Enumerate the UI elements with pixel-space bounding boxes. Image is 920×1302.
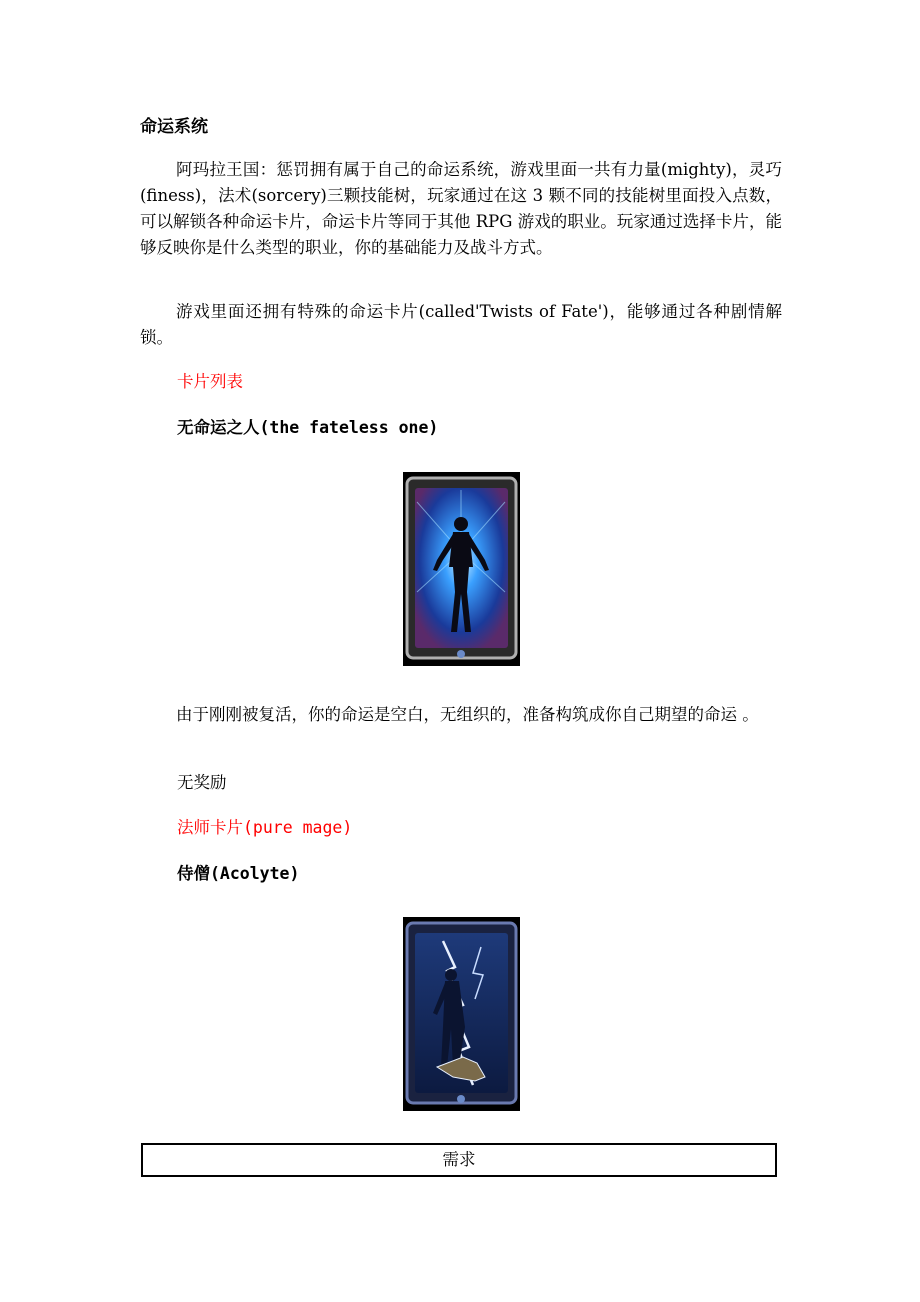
section-title: 命运系统 (140, 117, 208, 137)
intro-paragraph: 阿玛拉王国：惩罚拥有属于自己的命运系统，游戏里面一共有力量(mighty)，灵巧(finess)，法术(sorcery)三颗技能树，玩家通过在这 3 颗不同的技能树里面投入点数，可以解锁各种命运卡片，命运卡片等同于其他 RPG 游戏的职业。玩家通过选择卡片，能够反映你是什么类型的职业，你的基础能力及战斗方式。 (140, 160, 782, 257)
requirements-table-header: 需求 (141, 1143, 777, 1177)
fateless-reward: 无奖励 (177, 773, 227, 792)
acolyte-card-art (403, 917, 520, 1111)
card-title-fateless: 无命运之人(the fateless one) (177, 418, 439, 437)
fateless-card-image (403, 472, 520, 666)
fateless-description: 由于刚刚被复活，你的命运是空白，无组织的，准备构筑成你自己期望的命运 。 (176, 705, 759, 724)
card-list-heading: 卡片列表 (177, 372, 243, 391)
acolyte-card-image (403, 917, 520, 1111)
mage-cards-heading: 法师卡片(pure mage) (177, 818, 353, 837)
card-title-acolyte: 侍僧(Acolyte) (177, 864, 300, 883)
fateless-card-art (403, 472, 520, 666)
twists-paragraph: 游戏里面还拥有特殊的命运卡片(called'Twists of Fate')，能够通过各种剧情解锁。 (140, 302, 782, 347)
